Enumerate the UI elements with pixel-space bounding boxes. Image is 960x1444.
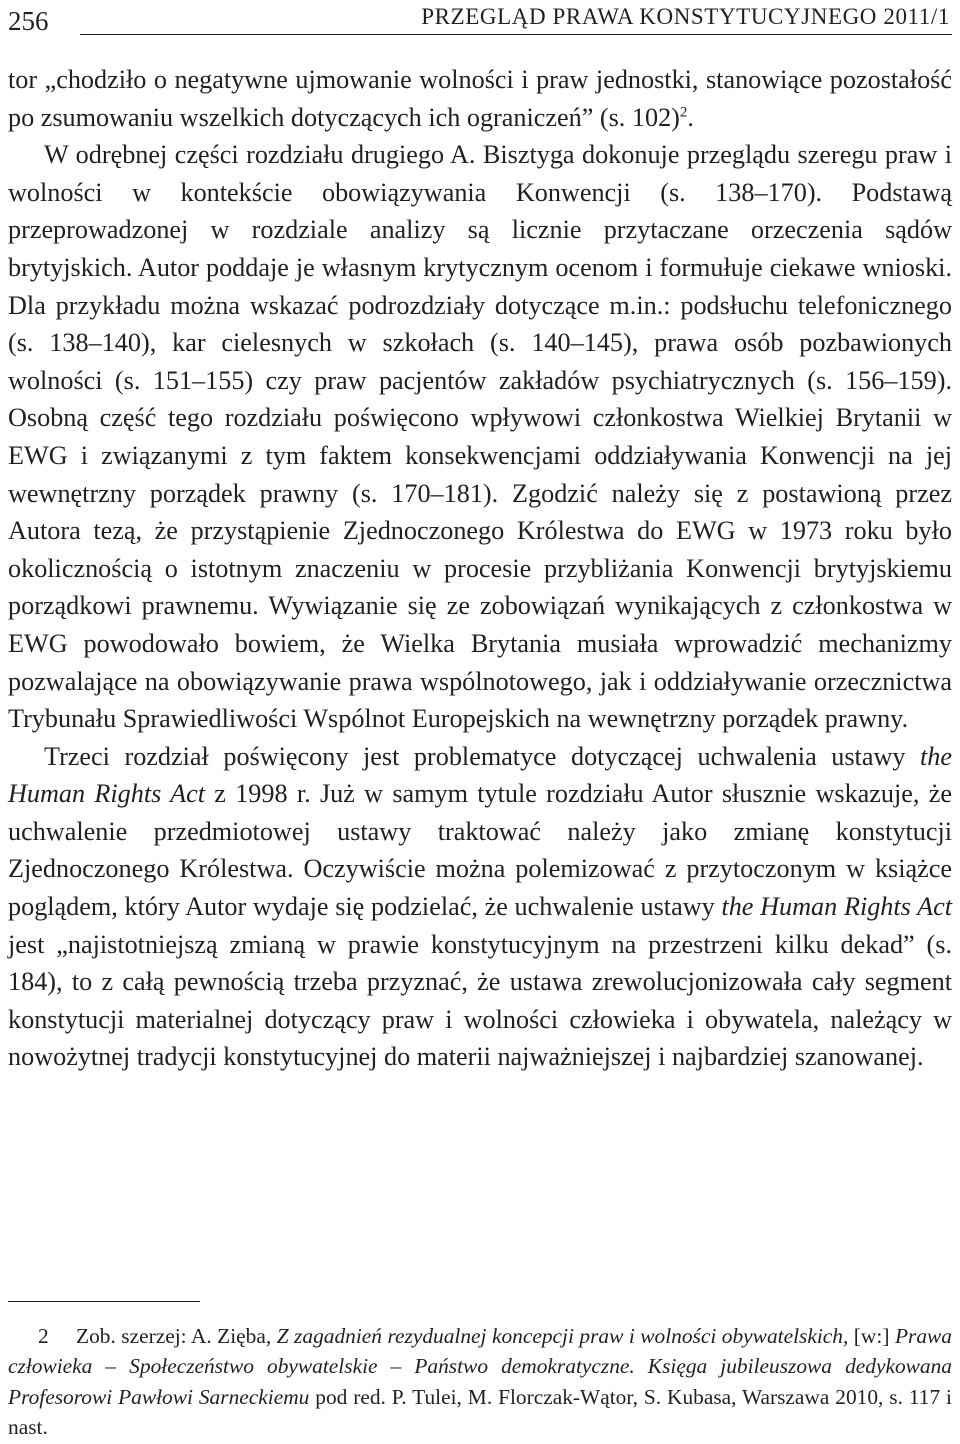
header-rule [80, 34, 952, 35]
footnote [8, 1321, 952, 1443]
paragraph-text: Trzeci rozdział poświęcony jest problematyce dotyczącej uchwalenia ustawy [44, 741, 920, 771]
paragraph: W odrębnej części rozdziału drugiego A. Bisztyga dokonuje przeglądu szeregu praw i wolności w kontekście obowiązywania Konwencji (s. 138–170). Podstawą przeprowadzonej w rozdziale analizy są licznie przytaczane orzeczenia sądów brytyjskich. Autor poddaje je własnym krytycznym ocenom i formułuje ciekawe wnioski. Dla przykładu można wskazać podrozdziały dotyczące m.in.: podsłuchu telefonicznego (s. 138–140), kar cielesnych w szkołach (s. 140–145), prawa osób pozbawionych wolności (s. 151–155) czy praw pacjentów zakładów psychiatrycznych (s. 156–159). Osobną część tego rozdziału poświęcono wpływowi członkostwa Wielkiej Brytanii w EWG i związanymi z tym faktem konsekwencjami oddziaływania Konwencji na jej wewnętrzny porządek prawny (s. 170–181). Zgodzić należy się z postawioną przez Autora tezą, że przystąpienie Zjednoczonego Królestwa do EWG w 1973 roku było okolicznością o istotnym znaczeniu w procesie przybliżania Konwencji brytyjskiemu porządkowi prawnemu. Wywiązanie się ze zobowiązań wynikających z członkostwa w EWG powodowało bowiem, że Wielka Brytania musiała wprowadzić mechanizmy pozwalające na obowiązywanie prawa wspólnotowego, jak i oddziaływanie orzecznictwa Trybunału Sprawiedliwości Wspólnot Europejskich na wewnętrzny porządek prawny. [8, 140, 952, 734]
italic-title: the Human Rights Act [721, 892, 953, 922]
footnote-text: Zob. szerzej: A. Zięba, [76, 1324, 277, 1348]
footnote-reference[interactable]: 2 [679, 103, 688, 120]
running-head [8, 0, 952, 40]
footnote-number: 2 [38, 1324, 49, 1348]
footnote-text: pod red. P. Tulei, M. Florczak-Wątor, S. Kubasa, Warszawa 2010, s. 117 i nast. [8, 1384, 952, 1440]
paragraph [8, 738, 952, 1076]
italic-title: the Human Rights Act [8, 741, 952, 809]
paragraph-text: . [687, 102, 694, 132]
body-text [8, 61, 952, 1076]
footnotes [8, 1321, 952, 1443]
page-number: 256 [8, 6, 49, 36]
paragraph-text: tor „chodziło o negatywne ujmowanie wolności i praw jednostki, stanowiące pozostałość po zsumowaniu wszelkich dotyczących ich ograniczeń” (s. 102) [8, 65, 952, 132]
journal-title: PRZEGLĄD PRAWA KONSTYTUCYJNEGO 2011/1 [421, 4, 950, 29]
paragraph-text: z 1998 r. Już w samym tytule rozdziału Autor słusznie wskazuje, że uchwalenie przedmiotowej ustawy traktować należy jako zmianę konstytucji Zjednoczonego Królestwa. Oczywiście można polemizować z przytoczonym w książce poglądem, który Autor wydaje się podzielać, że uchwalenie ustawy [8, 779, 952, 922]
paragraph-continued [8, 61, 952, 136]
footnote-separator [8, 1301, 200, 1302]
paragraph-text: jest „najistotniejszą zmianą w prawie konstytucyjnym na przestrzeni kilku dekad” (s. 184), to z całą pewnością trzeba przyznać, że ustawa zrewolucjonizowała cały segment konstytucji materialnej dotyczący praw i wolności człowieka i obywatela, należący w nowożytnej tradycji konstytucyjnej do materii najważniejszej i najbardziej szanowanej. [8, 929, 952, 1072]
footnote-italic: Z zagadnień rezydualnej koncepcji praw i wolności obywatelskich [276, 1324, 843, 1348]
footnote-italic: Prawa człowieka – Społeczeństwo obywatelskie – Państwo demokratyczne. Księga jubileuszowa dedykowana Profesorowi Pawłowi Sarneckiemu [8, 1324, 952, 1409]
footnote-text: , [w:] [842, 1324, 895, 1348]
